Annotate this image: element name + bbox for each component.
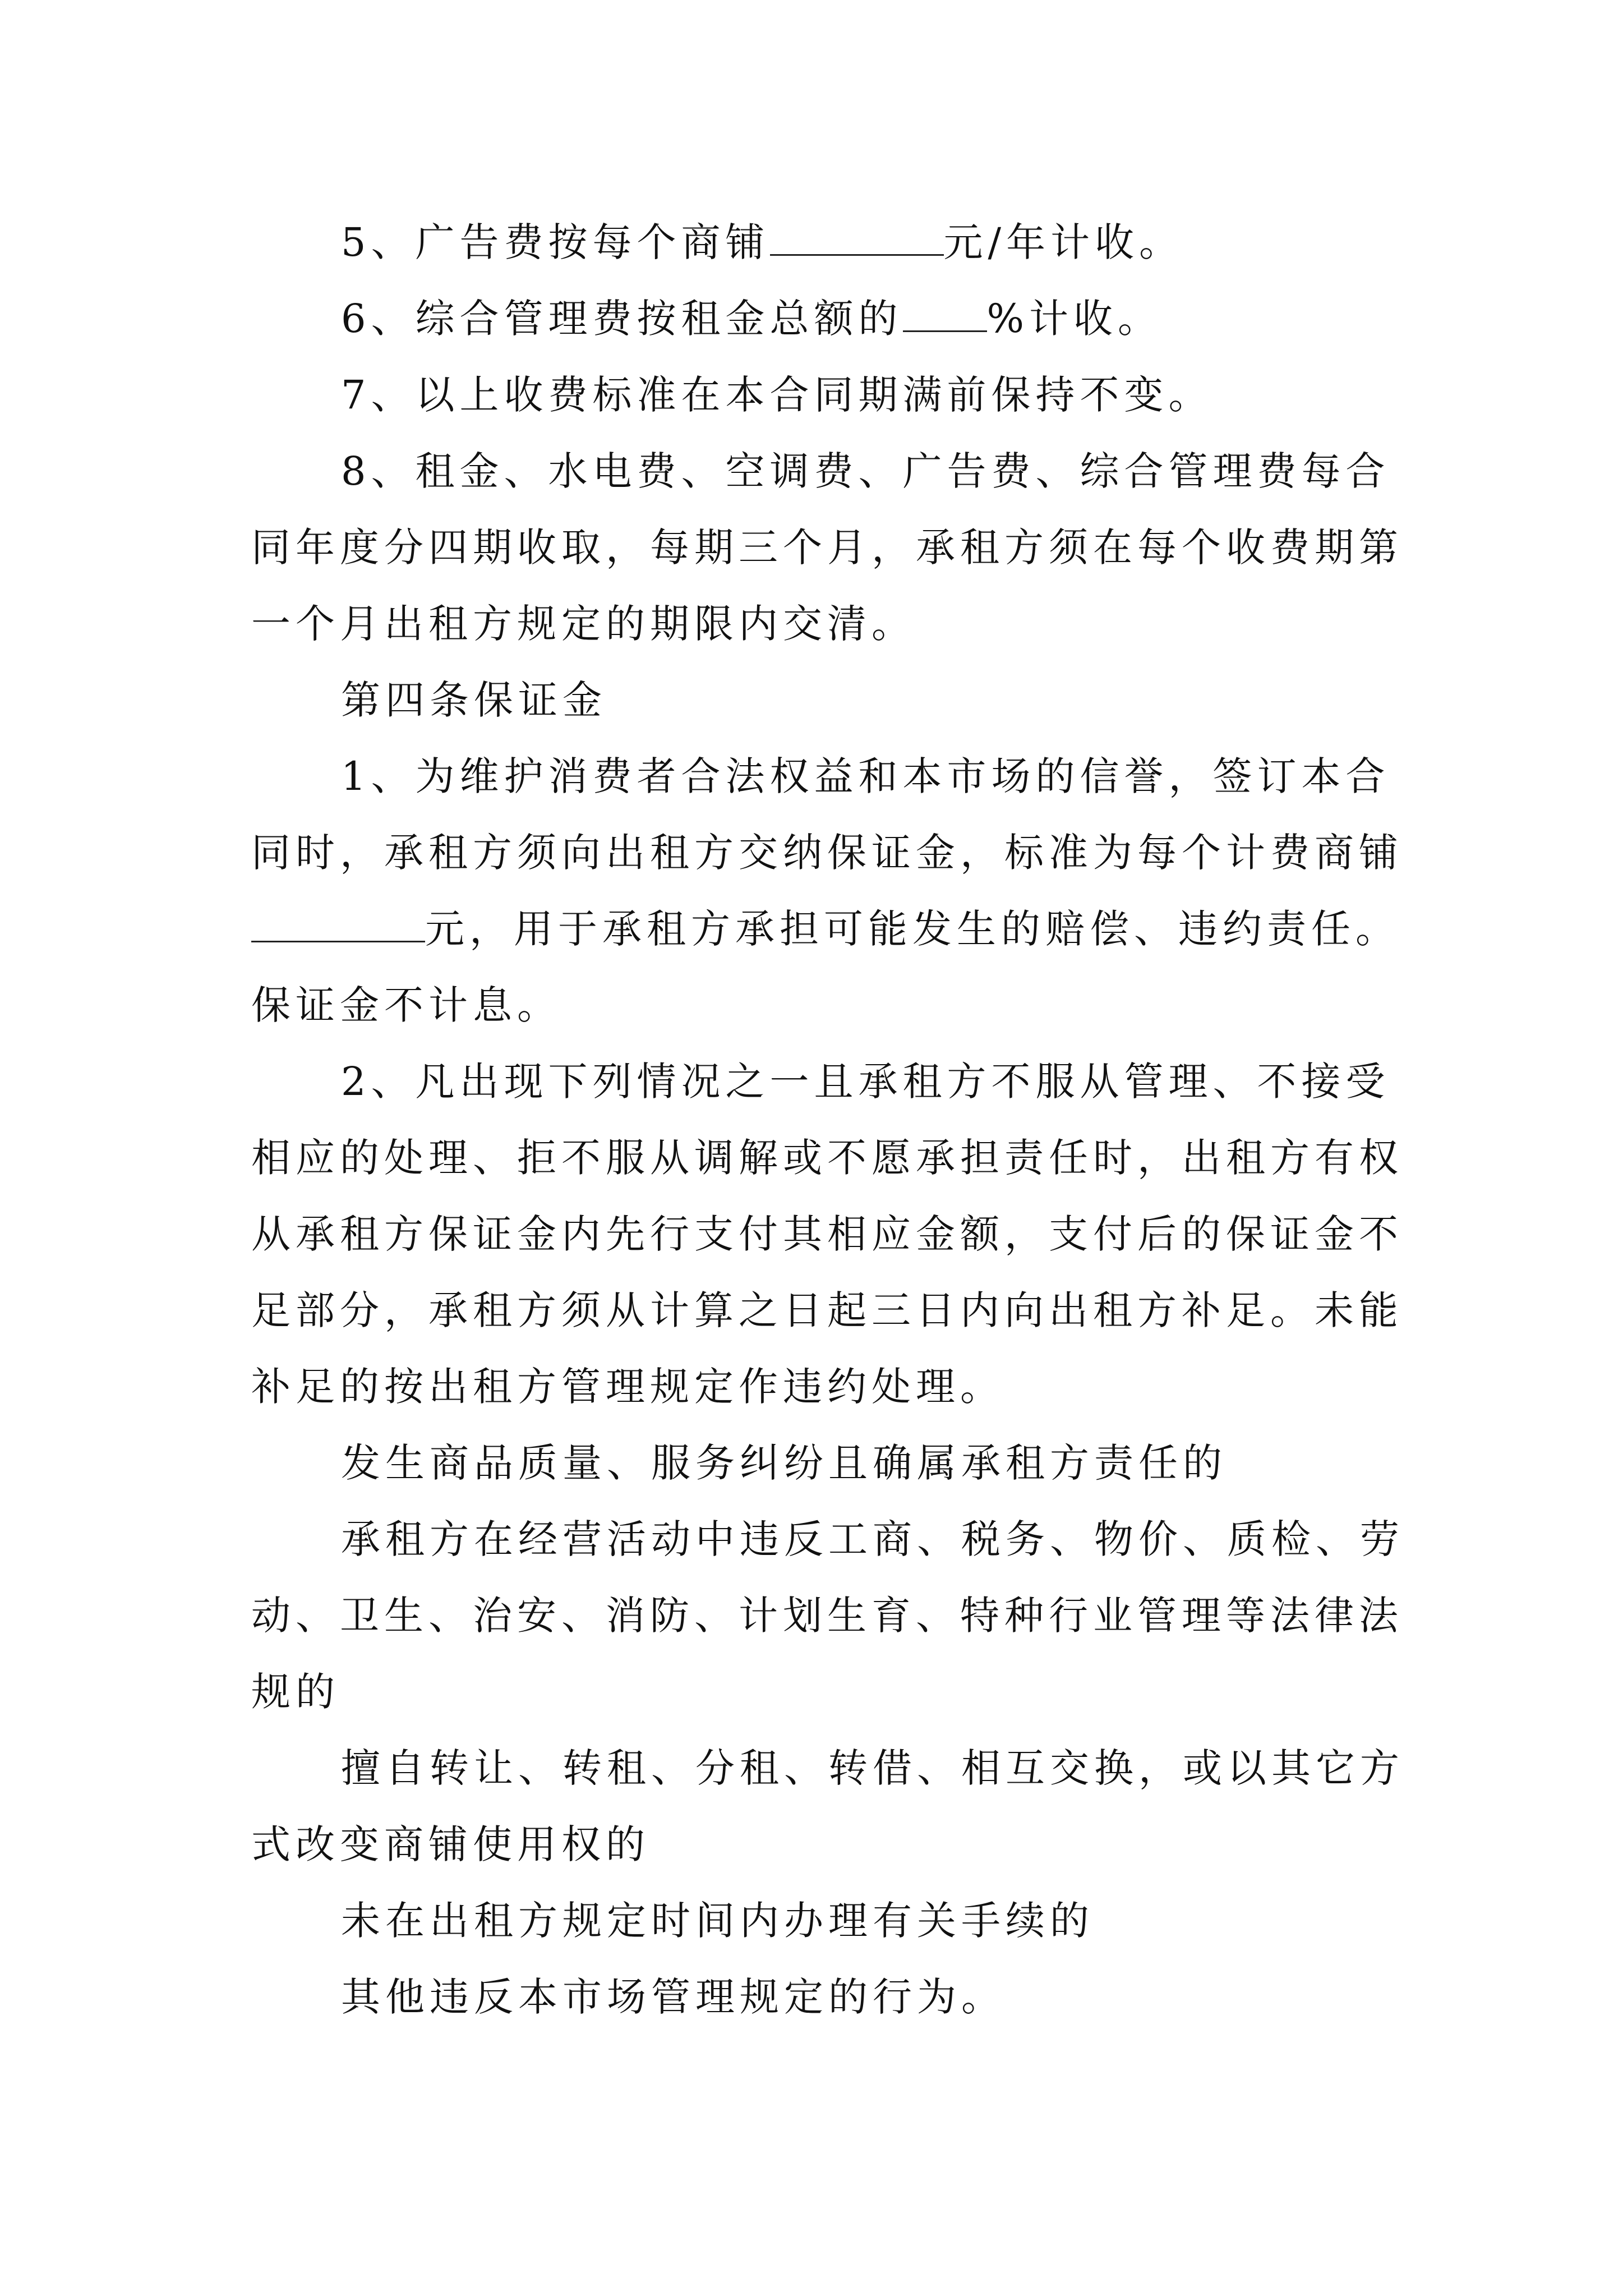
article-4-title: 第四条保证金: [341, 677, 607, 723]
case-4: 未在出租方规定时间内办理有关手续的: [341, 1898, 1094, 1944]
deposit-item-2-line-3: 从承租方保证金内先行支付其相应金额，支付后的保证金不: [251, 1211, 1403, 1257]
deposit-item-2-line-4: 足部分，承租方须从计算之日起三日内向出租方补足。未能: [251, 1287, 1403, 1333]
clause-text: 6、综合管理费按租金总额的: [341, 296, 903, 342]
clause-text: 5、广告费按每个商铺: [341, 219, 770, 265]
clause-text: 元，用于承租方承担可能发生的赔偿、违约责任。: [425, 906, 1400, 952]
clause-item-7: 7、以上收费标准在本合同期满前保持不变。: [341, 372, 1213, 418]
fill-in-blank: [770, 222, 944, 256]
case-2-line-1: 承租方在经营活动中违反工商、税务、物价、质检、劳: [341, 1516, 1404, 1562]
clause-item-5: [341, 220, 1183, 265]
clause-item-6: [341, 296, 1162, 341]
deposit-item-2-line-2: 相应的处理、拒不服从调解或不愿承担责任时，出租方有权: [251, 1135, 1403, 1181]
deposit-item-2-line-5: 补足的按出租方管理规定作违约处理。: [251, 1364, 1004, 1410]
clause-item-8-line-3: 一个月出租方规定的期限内交清。: [251, 601, 916, 647]
deposit-item-1-line-3: [251, 907, 1400, 951]
clause-text: 元/年计收。: [943, 219, 1184, 265]
clause-text: %计收。: [986, 296, 1163, 342]
case-2-line-2: 动、卫生、治安、消防、计划生育、特种行业管理等法律法: [251, 1593, 1403, 1639]
clause-item-8-line-1: 8、租金、水电费、空调费、广告费、综合管理费每合: [341, 448, 1390, 494]
case-1: 发生商品质量、服务纠纷且确属承租方责任的: [341, 1440, 1227, 1486]
deposit-item-1-line-2: 同时，承租方须向出租方交纳保证金，标准为每个计费商铺: [251, 830, 1403, 876]
deposit-item-1-line-4: 保证金不计息。: [251, 982, 561, 1028]
fill-in-blank: [903, 298, 987, 332]
case-3-line-2: 式改变商铺使用权的: [251, 1821, 650, 1867]
fill-in-blank: [251, 908, 425, 942]
case-2-line-3: 规的: [251, 1669, 340, 1715]
case-3-line-1: 擅自转让、转租、分租、转借、相互交换，或以其它方: [341, 1745, 1404, 1791]
deposit-item-2-line-1: 2、凡出现下列情况之一且承租方不服从管理、不接受: [341, 1059, 1390, 1105]
case-5: 其他违反本市场管理规定的行为。: [341, 1974, 1006, 2020]
clause-item-8-line-2: 同年度分四期收取，每期三个月，承租方须在每个收费期第: [251, 524, 1403, 570]
deposit-item-1-line-1: 1、为维护消费者合法权益和本市场的信誉，签订本合: [341, 753, 1390, 799]
